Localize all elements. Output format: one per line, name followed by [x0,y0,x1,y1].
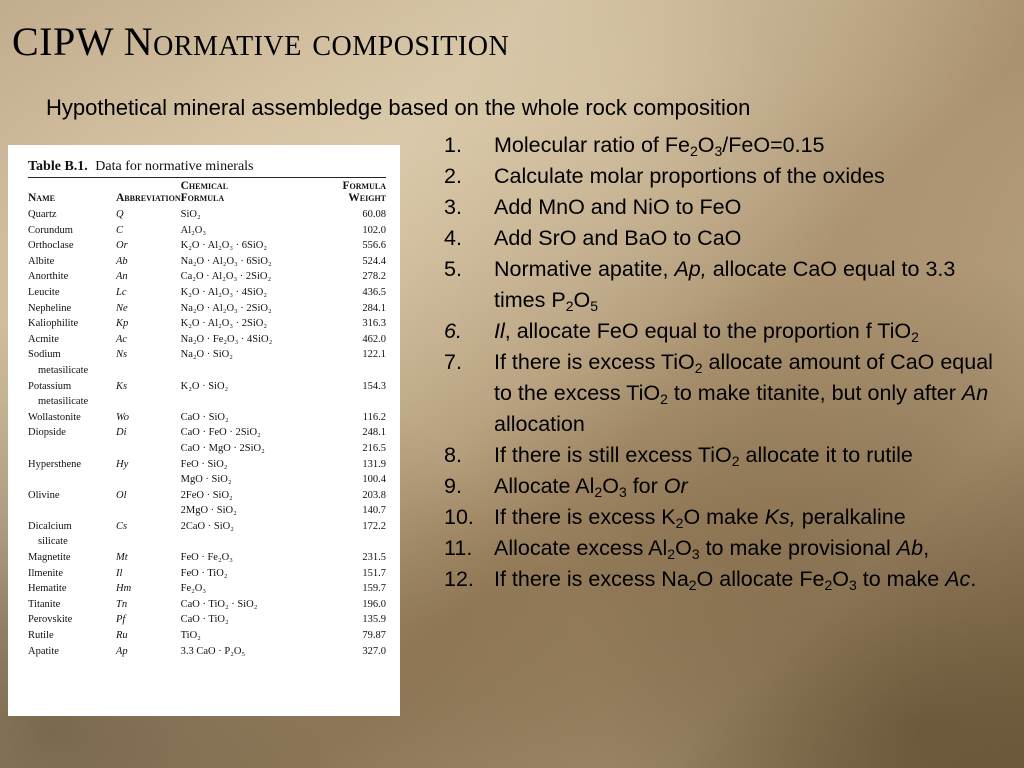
mineral-name: Wollastonite [28,411,81,423]
step-item [444,316,1004,347]
table-row [28,489,386,505]
table-row [28,551,386,567]
mineral-formula: 2CaO · SiO₂ [180,520,234,532]
mineral-weight: 151.7 [362,567,386,579]
mineral-abbreviation [116,364,181,380]
step-number: 5. [444,257,462,281]
table-row [28,239,386,255]
table-row [28,208,386,224]
table-row [28,567,386,583]
mineral-weight [289,535,386,551]
mineral-formula [181,364,289,380]
mineral-weight: 154.3 [362,380,386,392]
step-text: Calculate molar proportions of the oxides [494,164,885,188]
mineral-name: Rutile [28,630,54,642]
mineral-name: Albite [28,255,55,267]
mineral-name: silicate [38,536,68,548]
mineral-weight: 135.9 [362,614,386,626]
header-weight [289,178,386,208]
mineral-abbreviation: Tn [116,598,128,610]
table-row [28,645,386,661]
mineral-formula: CaO · SiO₂ [180,411,229,423]
step-number: 1. [444,133,462,157]
mineral-abbreviation [116,535,181,551]
mineral-weight: 122.1 [362,349,386,361]
table-row [28,395,386,411]
mineral-name: Apatite [28,645,59,657]
step-text: If there is excess TiO$_2$ allocate amount of CaO equal to the excess TiO$_2$ to make titanite, but only after An allocation [494,350,993,436]
mineral-abbreviation: Ol [116,489,127,501]
normative-minerals-table-image [8,145,400,716]
mineral-weight: 524.4 [362,255,386,267]
mineral-weight [289,395,386,411]
table-row [28,302,386,318]
header-name: Name [28,192,55,204]
table-row [28,380,386,396]
mineral-abbreviation [116,473,181,489]
mineral-name: Hematite [28,583,67,595]
mineral-weight: 79.87 [362,630,386,642]
mineral-weight: 231.5 [362,552,386,564]
mineral-name: Titanite [28,598,61,610]
step-item [444,564,1004,595]
mineral-abbreviation: Il [116,567,123,579]
mineral-weight: 327.0 [362,645,386,657]
step-text: Add MnO and NiO to FeO [494,195,742,219]
mineral-name: metasilicate [38,396,89,408]
header-formula [181,178,289,208]
header-formula-line1: Chemical [180,180,229,192]
mineral-weight: 278.2 [362,271,386,283]
step-number: 2. [444,164,462,188]
table-row [28,426,386,442]
mineral-name: Sodium [28,349,61,361]
mineral-abbreviation: Ru [116,630,128,642]
table-row [28,473,386,489]
cipw-steps-list [444,130,1004,595]
mineral-name [28,442,116,458]
mineral-weight: 284.1 [362,302,386,314]
table-row [28,535,386,551]
table-row [28,442,386,458]
mineral-formula: K₂O · SiO₂ [180,380,229,392]
mineral-formula: FeO · TiO₂ [180,567,228,579]
mineral-name: Diopside [28,427,66,439]
table-row [28,411,386,427]
mineral-name [28,473,116,489]
mineral-formula: 2MgO · SiO₂ [180,505,237,517]
step-item [444,471,1004,502]
table-row [28,317,386,333]
mineral-name: Acmite [28,333,59,345]
mineral-formula: SiO₂ [180,209,201,220]
step-text: Normative apatite, Ap, allocate CaO equal to 3.3 times $P_2O_5$ [494,257,956,314]
table-caption-number: Table B.1. [28,159,88,174]
mineral-weight: 316.3 [362,318,386,330]
mineral-abbreviation: Ap [116,645,128,657]
step-number: 11. [444,536,473,560]
step-item [444,502,1004,533]
mineral-weight: 100.4 [362,474,386,486]
mineral-weight: 203.8 [362,489,386,501]
mineral-formula: K₂O · Al₂O₃ · 4SiO₂ [180,286,268,298]
mineral-name: Nepheline [28,302,72,314]
step-number: 8. [444,443,462,467]
mineral-formula: Na₂O · SiO₂ [180,349,233,361]
mineral-name: Olivine [28,489,60,501]
mineral-abbreviation [116,395,181,411]
mineral-weight: 102.0 [362,224,386,236]
mineral-abbreviation: Ns [116,349,128,361]
mineral-name: Anorthite [28,271,69,283]
step-text: If there is still excess TiO$_2$ allocate it to rutile [494,443,913,469]
table-row [28,504,386,520]
mineral-weight: 60.08 [362,209,386,220]
mineral-formula: K₂O · Al₂O₃ · 2SiO₂ [180,318,268,330]
mineral-formula: 3.3 CaO · P₂O₅ [180,645,246,657]
mineral-weight: 462.0 [362,333,386,345]
mineral-formula: Ca₂O · Al₂O₃ · 2SiO₂ [180,271,272,283]
table-row [28,286,386,302]
table-row [28,364,386,380]
step-number: 4. [444,226,462,250]
mineral-formula: 2FeO · SiO₂ [180,489,233,501]
step-item [444,440,1004,471]
mineral-weight: 196.0 [362,598,386,610]
mineral-formula: MgO · SiO₂ [180,474,232,486]
mineral-abbreviation: C [116,224,124,236]
mineral-abbreviation: An [116,271,128,283]
table-row [28,598,386,614]
step-text: Molecular ratio of $Fe_2O_3/FeO=0.15$ [494,133,825,159]
mineral-abbreviation: Pf [116,614,126,626]
mineral-formula [181,395,289,411]
step-item [444,254,1004,316]
mineral-name: Dicalcium [28,520,72,532]
step-text: Allocate $Al_2O_3$ for Or [494,474,688,500]
table-row [28,224,386,240]
step-item [444,161,1004,192]
mineral-formula: CaO · TiO₂ · SiO₂ [180,598,258,610]
mineral-weight: 116.2 [362,411,386,423]
mineral-formula: FeO · SiO₂ [180,458,228,470]
mineral-name: Magnetite [28,552,71,564]
mineral-formula: CaO · FeO · 2SiO₂ [180,427,261,439]
mineral-formula: Fe₂O₃ [180,583,207,595]
table-row [28,629,386,645]
mineral-weight: 159.7 [362,583,386,595]
mineral-name [28,504,116,520]
mineral-abbreviation: Cs [116,520,128,532]
mineral-abbreviation: Q [116,209,124,220]
table-row [28,582,386,598]
table-row [28,270,386,286]
mineral-formula: CaO · TiO₂ [180,614,229,626]
mineral-abbreviation: Lc [116,286,127,298]
header-formula-line2: Formula [180,192,225,204]
table-row [28,458,386,474]
mineral-abbreviation: Ab [116,255,128,267]
mineral-formula [181,535,289,551]
step-number: 10. [444,505,474,529]
mineral-abbreviation: Di [116,427,127,439]
step-item [444,192,1004,223]
table-row [28,333,386,349]
mineral-name: Perovskite [28,614,73,626]
slide-title: CIPW Normative composition [12,19,510,64]
step-item [444,223,1004,254]
mineral-name: Potassium [28,380,72,392]
minerals-table-body [28,208,386,660]
mineral-abbreviation: Wo [116,411,130,423]
mineral-formula: Na₂O · Al₂O₃ · 2SiO₂ [180,302,272,314]
step-text: Il, allocate FeO equal to the proportion f TiO$_2$ [494,319,919,345]
mineral-abbreviation: Hm [116,583,132,595]
mineral-weight: 556.6 [362,240,386,252]
mineral-formula: K₂O · Al₂O₃ · 6SiO₂ [180,240,268,252]
table-row [28,613,386,629]
mineral-formula: Al₂O₃ [180,224,207,236]
step-text: Add SrO and BaO to CaO [494,226,742,250]
step-item [444,130,1004,161]
mineral-name: Orthoclase [28,240,74,252]
mineral-weight: 216.5 [362,442,386,454]
mineral-formula: Na₂O · Al₂O₃ · 6SiO₂ [180,255,272,267]
mineral-abbreviation: Hy [116,458,129,470]
table-row [28,520,386,536]
mineral-weight: 140.7 [362,505,386,517]
mineral-abbreviation: Kp [116,318,129,330]
mineral-name: Quartz [28,209,57,220]
step-text: If there is excess $K_2O$ make Ks, peralkaline [494,505,906,531]
step-text: If there is excess $Na_2O$ allocate $Fe_2O_3$ to make Ac. [494,567,977,593]
step-number: 7. [444,350,462,374]
mineral-formula: CaO · MgO · 2SiO₂ [180,442,265,454]
step-number: 3. [444,195,462,219]
step-item [444,533,1004,564]
mineral-weight [289,364,386,380]
mineral-abbreviation: Ne [116,302,128,314]
step-number: 9. [444,474,462,498]
slide-subtitle: Hypothetical mineral assembledge based on the whole rock composition [46,95,751,120]
mineral-abbreviation [116,504,181,520]
mineral-abbreviation: Ac [116,333,128,345]
mineral-name: Hypersthene [28,458,82,470]
mineral-formula: Na₂O · Fe₂O₃ · 4SiO₂ [180,333,273,345]
mineral-name: Leucite [28,286,60,298]
mineral-abbreviation: Mt [116,552,128,564]
mineral-weight: 436.5 [362,286,386,298]
mineral-weight: 172.2 [362,520,386,532]
header-abbreviation: Abbreviation [116,192,181,204]
step-item [444,347,1004,440]
table-caption-text: Data for normative minerals [95,159,254,174]
table-row [28,255,386,271]
table-header-row [28,178,386,208]
mineral-weight: 131.9 [362,458,386,470]
header-weight-line1: Formula [342,180,386,192]
mineral-name: metasilicate [38,364,89,376]
table-caption [28,159,386,175]
mineral-name: Kaliophilite [28,318,79,330]
mineral-abbreviation: Or [116,240,128,252]
mineral-formula: TiO₂ [180,630,201,642]
mineral-weight: 248.1 [362,427,386,439]
step-number: 6. [444,319,462,343]
step-text: Allocate excess $Al_2O_3$ to make provisional Ab, [494,536,930,562]
mineral-abbreviation [116,442,181,458]
mineral-name: Ilmenite [28,567,63,579]
minerals-table [28,178,386,660]
mineral-formula: FeO · Fe₂O₃ [180,552,233,564]
header-weight-line2: Weight [348,192,386,204]
step-number: 12. [444,567,474,591]
mineral-abbreviation: Ks [116,380,128,392]
mineral-name: Corundum [28,224,73,236]
table-row [28,348,386,364]
